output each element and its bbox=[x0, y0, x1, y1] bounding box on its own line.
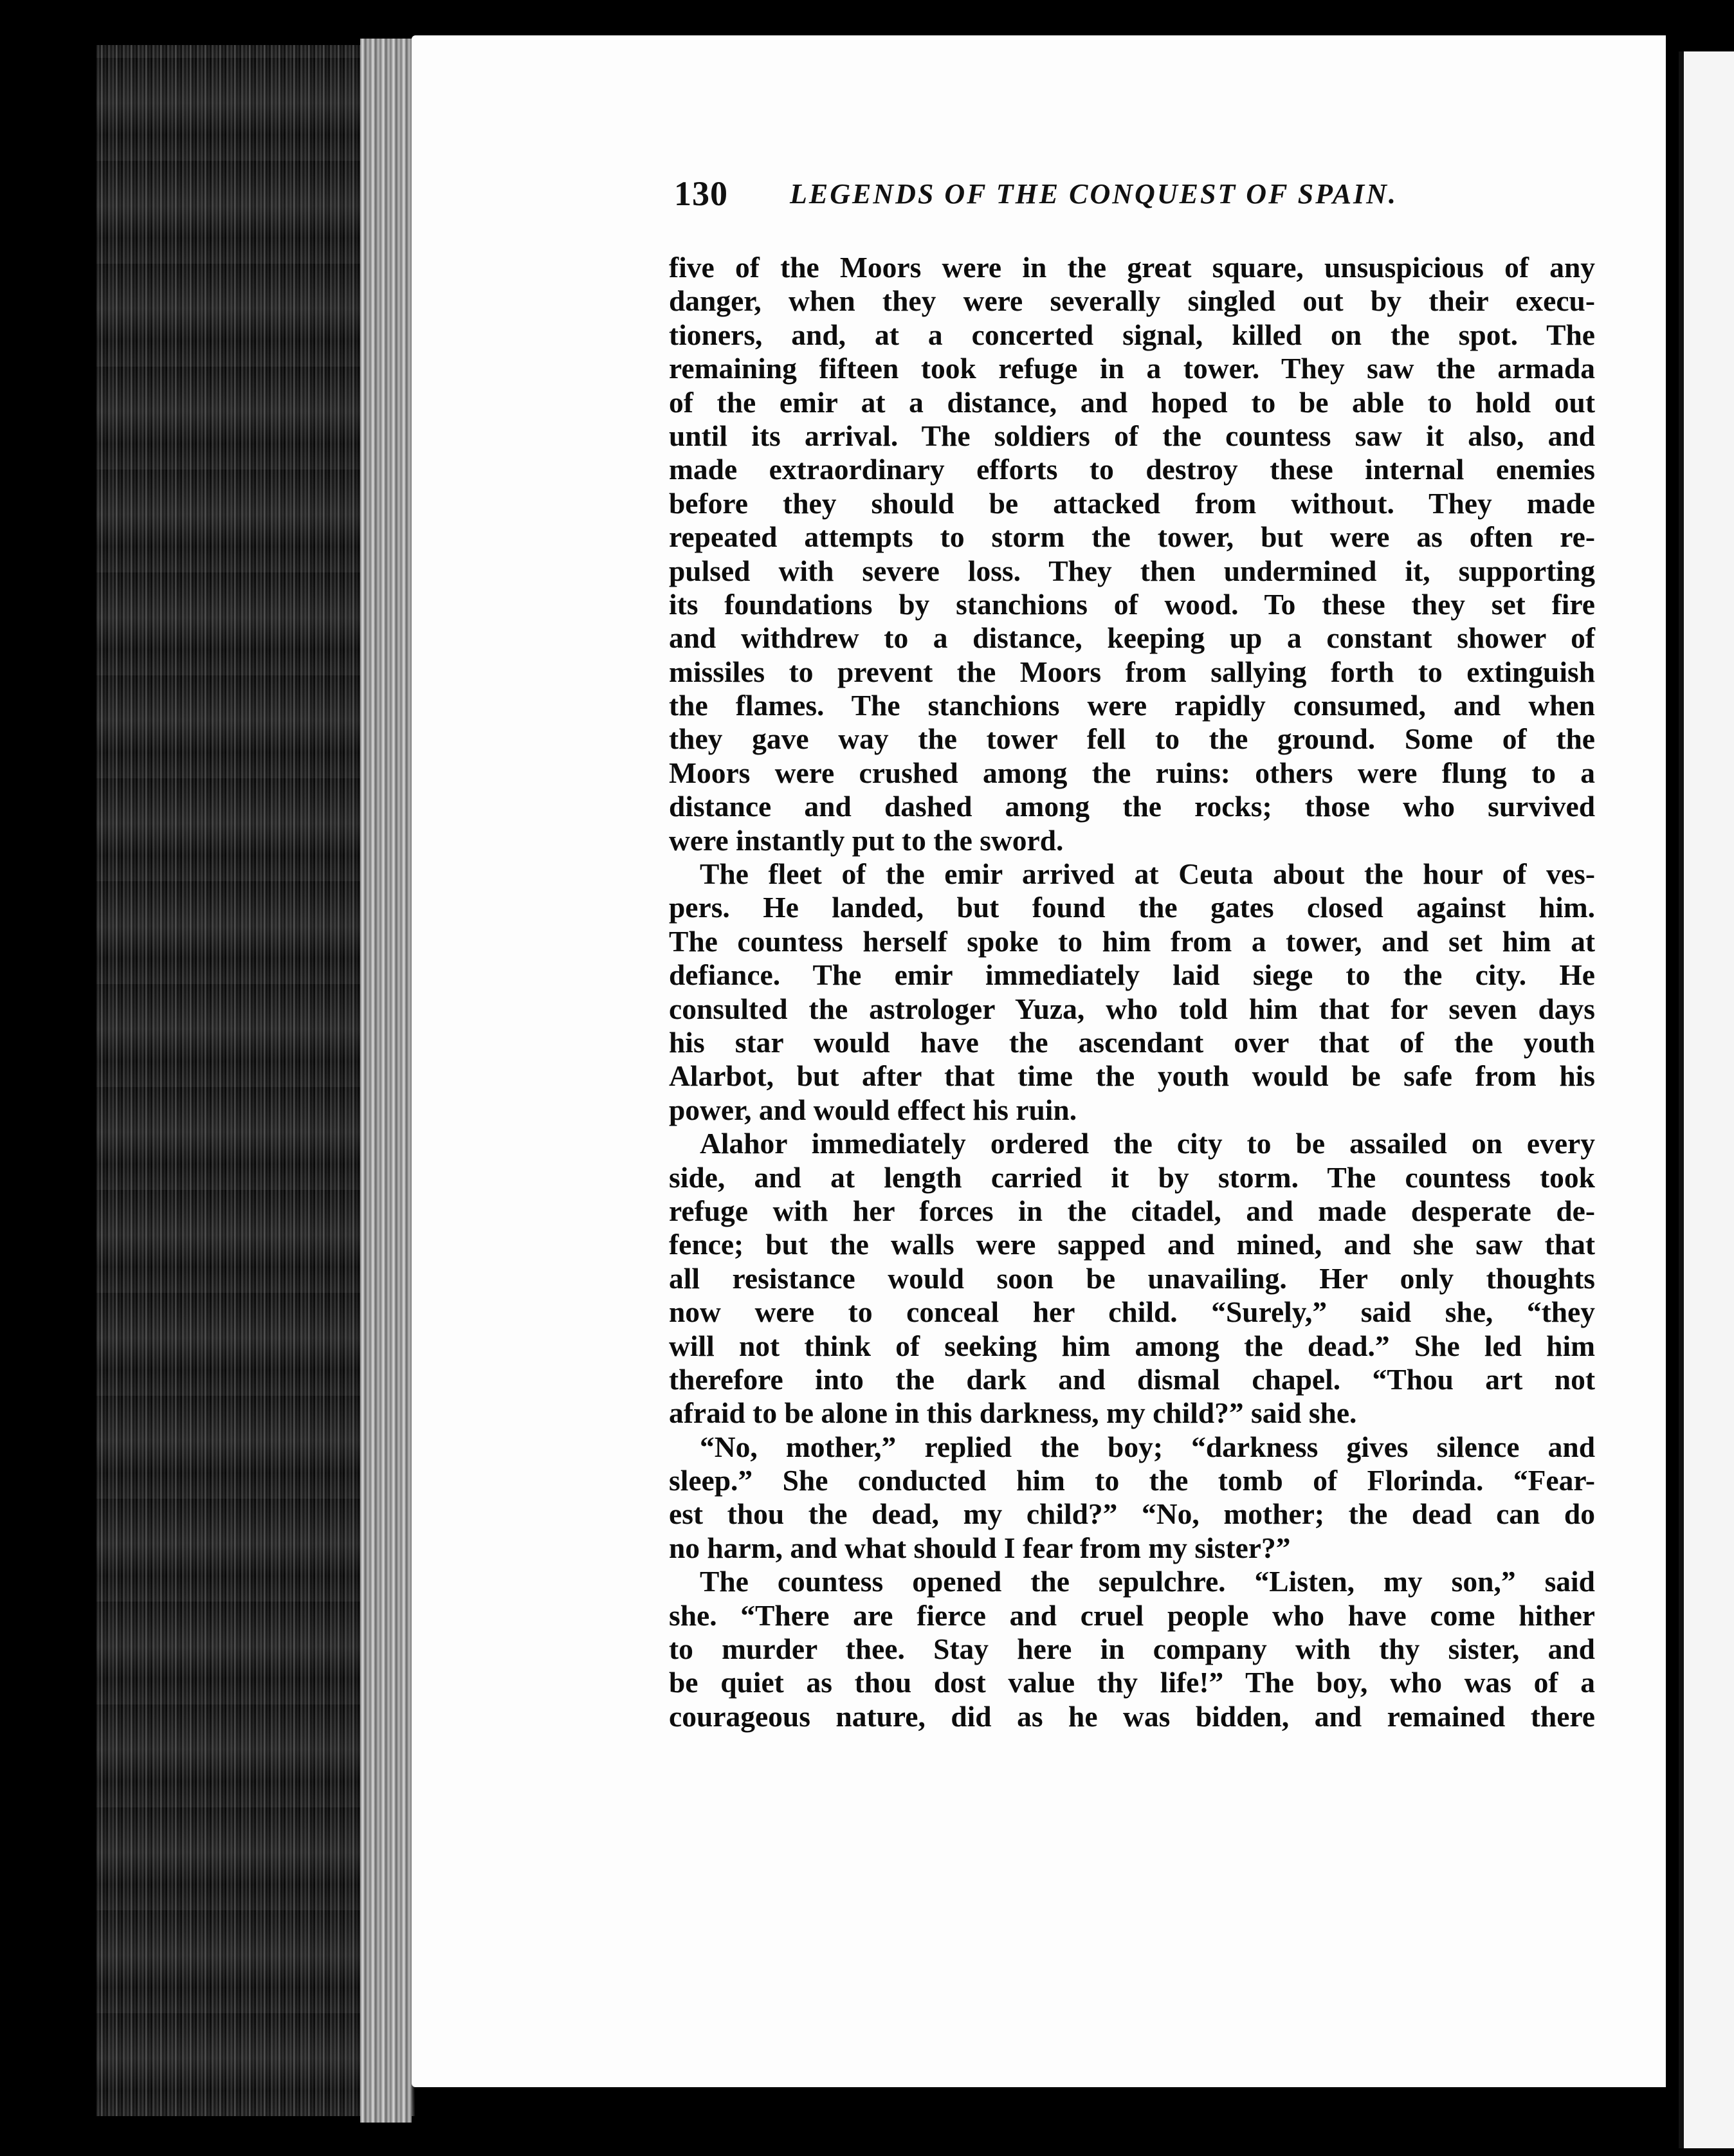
text-line: were instantly put to the sword. bbox=[669, 823, 1064, 857]
text-line: before they should be attacked from without. They made bbox=[669, 486, 1595, 520]
page-header bbox=[674, 174, 1600, 219]
text-line: tioners, and, at a concerted signal, killed on the spot. The bbox=[669, 318, 1595, 351]
text-line: to murder thee. Stay here in company with thy sister, and bbox=[669, 1632, 1595, 1666]
running-head: LEGENDS OF THE CONQUEST OF SPAIN. bbox=[790, 178, 1398, 210]
text-line: pers. He landed, but found the gates closed against him. bbox=[669, 891, 1595, 924]
body-text bbox=[669, 251, 1595, 1733]
text-line: pulsed with severe loss. They then undermined it, supporting bbox=[669, 554, 1595, 587]
text-line: danger, when they were severally singled out by their execu- bbox=[669, 284, 1595, 318]
text-line: refuge with her forces in the citadel, and made desperate de- bbox=[669, 1194, 1595, 1227]
text-line: no harm, and what should I fear from my sister?” bbox=[669, 1531, 1291, 1564]
text-line: now were to conceal her child. “Surely,” said she, “they bbox=[669, 1295, 1595, 1329]
text-line: missiles to prevent the Moors from sallying forth to extinguish bbox=[669, 655, 1595, 688]
text-line: side, and at length carried it by storm. The countess took bbox=[669, 1160, 1595, 1194]
text-line: they gave way the tower fell to the ground. Some of the bbox=[669, 722, 1595, 756]
text-line: his star would have the ascendant over that of the youth bbox=[669, 1025, 1595, 1059]
text-line: therefore into the dark and dismal chapel. “Thou art not bbox=[669, 1362, 1595, 1396]
text-line: consulted the astrologer Yuza, who told him that for seven days bbox=[669, 992, 1595, 1025]
text-line: the flames. The stanchions were rapidly consumed, and when bbox=[669, 689, 1595, 722]
text-line: made extraordinary efforts to destroy these internal enemies bbox=[669, 453, 1595, 486]
page-edges bbox=[360, 39, 412, 2123]
text-line: fence; but the walls were sapped and mined, and she saw that bbox=[669, 1228, 1595, 1261]
text-line: of the emir at a distance, and hoped to be able to hold out bbox=[669, 385, 1595, 419]
text-line: “No, mother,” replied the boy; “darkness gives silence and bbox=[700, 1430, 1595, 1463]
text-line: courageous nature, did as he was bidden, and remained there bbox=[669, 1699, 1595, 1733]
facing-page-edge bbox=[1679, 51, 1734, 2148]
text-line: afraid to be alone in this darkness, my child?” said she. bbox=[669, 1396, 1357, 1430]
text-line: The fleet of the emir arrived at Ceuta about the hour of ves- bbox=[700, 857, 1595, 891]
text-line: remaining fifteen took refuge in a tower. They saw the armada bbox=[669, 352, 1595, 385]
text-line: and withdrew to a distance, keeping up a constant shower of bbox=[669, 621, 1595, 655]
text-line: until its arrival. The soldiers of the countess saw it also, and bbox=[669, 419, 1595, 452]
text-line: Moors were crushed among the ruins: others were flung to a bbox=[669, 756, 1595, 789]
text-line: repeated attempts to storm the tower, but were as often re- bbox=[669, 520, 1595, 554]
text-line: distance and dashed among the rocks; those who survived bbox=[669, 790, 1595, 823]
text-line: will not think of seeking him among the dead.” She led him bbox=[669, 1329, 1595, 1362]
text-line: five of the Moors were in the great square, unsuspicious of any bbox=[669, 251, 1595, 284]
text-line: defiance. The emir immediately laid siege to the city. He bbox=[669, 958, 1595, 992]
text-line: sleep.” She conducted him to the tomb of Florinda. “Fear- bbox=[669, 1464, 1595, 1497]
text-line: its foundations by stanchions of wood. To these they set fire bbox=[669, 587, 1595, 621]
text-line: be quiet as thou dost value thy life!” The boy, who was of a bbox=[669, 1666, 1595, 1699]
text-line: The countess opened the sepulchre. “Listen, my son,” said bbox=[700, 1565, 1595, 1598]
text-line: The countess herself spoke to him from a tower, and set him at bbox=[669, 924, 1595, 958]
text-line: Alarbot, but after that time the youth would be safe from his bbox=[669, 1059, 1595, 1093]
text-line: Alahor immediately ordered the city to be assailed on every bbox=[700, 1127, 1595, 1160]
text-line: she. “There are fierce and cruel people who have come hither bbox=[669, 1598, 1595, 1632]
page-number: 130 bbox=[674, 174, 728, 213]
text-line: all resistance would soon be unavailing. Her only thoughts bbox=[669, 1261, 1595, 1295]
text-line: power, and would effect his ruin. bbox=[669, 1093, 1077, 1126]
text-line: est thou the dead, my child?” “No, mother; the dead can do bbox=[669, 1497, 1595, 1531]
